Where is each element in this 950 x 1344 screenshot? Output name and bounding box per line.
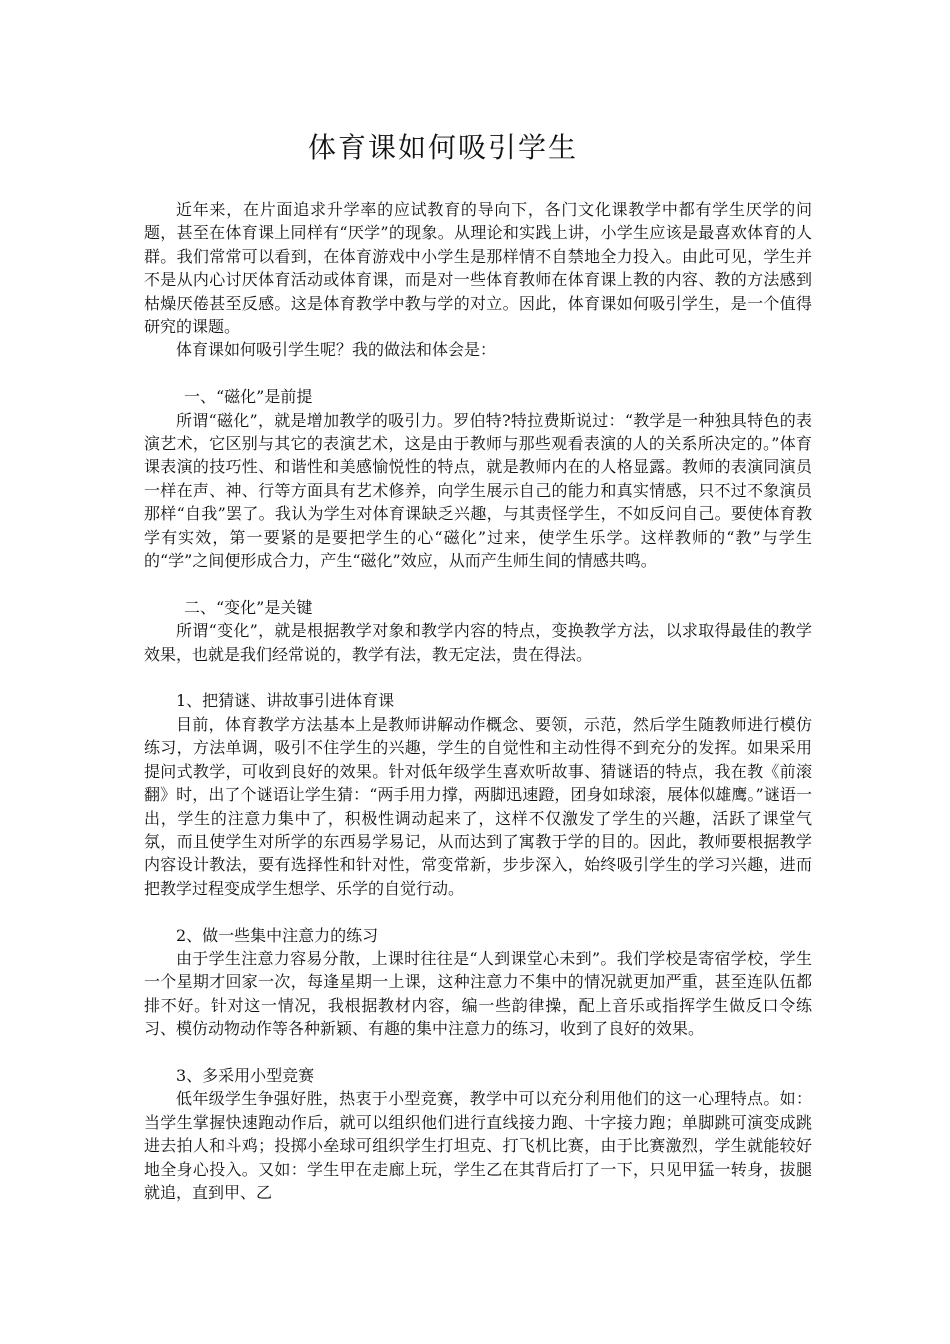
subsection-1-paragraph: 目前，体育教学方法基本上是教师讲解动作概念、要领，示范，然后学生随教师进行模仿练习，方法单调，吸引不住学生的兴趣，学生的自觉性和主动性得不到充分的发挥。如果采用提问式教学，可收到良好的效果。针对低年级学生喜欢听故事、猜谜语的特点，我在教《前滚翻》时，出了个谜语让学生猜：“两手用力撑，两脚迅速蹬，团身如球滚，展体似雄鹰。”谜语一出，学生的注意力集中了，积极性调动起来了，这样不仅激发了学生的兴趣，活跃了课堂气氛，而且使学生对所学的东西易学易记，从而达到了寓教于学的目的。因此，教师要根据教学内容设计教法，要有选择性和针对性，常变常新，步步深入，始终吸引学生的学习兴趣，进而把教学过程变成学生想学、乐学的自觉行动。 bbox=[144, 714, 812, 898]
document-title: 体育课如何吸引学生 bbox=[307, 131, 578, 164]
intro-paragraph: 近年来，在片面追求升学率的应试教育的导向下，各门文化课教学中都有学生厌学的问题，甚至在体育课上同样有“厌学”的现象。从理论和实践上讲，小学生应该是最喜欢体育的人群。我们常常可以看到，在体育游戏中小学生是那样情不自禁地全力投入。由此可见，学生并不是从内心讨厌体育活动或体育课，而是对一些体育教师在体育课上教的内容、教的方法感到枯燥厌倦甚至反感。这是体育教学中教与学的对立。因此，体育课如何吸引学生，是一个值得研究的课题。 bbox=[144, 200, 812, 337]
section-2-paragraph: 所谓“变化”，就是根据教学对象和教学内容的特点，变换教学方法，以求取得最佳的教学效果，也就是我们经常说的，教学有法，教无定法，贵在得法。 bbox=[144, 621, 812, 664]
section-heading-1: 一、“磁化”是前提 bbox=[184, 387, 313, 407]
subsection-2-paragraph: 由于学生注意力容易分散，上课时往往是“人到课堂心未到”。我们学校是寄宿学校，学生一个星期才回家一次，每逢星期一上课，这种注意力不集中的情况就更加严重，甚至连队伍都排不好。针对这一情况，我根据教材内容，编一些韵律操，配上音乐或指挥学生做反口令练习、模仿动物动作等各种新颖、有趣的集中注意力的练习，收到了良好的效果。 bbox=[144, 948, 812, 1039]
document-body bbox=[144, 198, 812, 1204]
section-1-paragraph: 所谓“磁化”，就是增加教学的吸引力。罗伯特?特拉费斯说过：“教学是一种独具特色的表演艺术，它区别与其它的表演艺术，这是由于教师与那些观看表演的人的关系所决定的。”体育课表演的技巧性、和谐性和美感愉悦性的特点，就是教师内在的人格显露。教师的表演同演员一样在声、神、行等方面具有艺术修养，向学生展示自己的能力和真实情感，只不过不象演员那样“自我”罢了。我认为学生对体育课缺乏兴趣，与其责怪学生，不如反问自己。要使体育教学有实效，第一要紧的是要把学生的心“磁化”过来，使学生乐学。这样教师的“教”与学生的“学”之间便形成合力，产生“磁化”效应，从而产生师生间的情感共鸣。 bbox=[144, 410, 812, 571]
subsection-heading-1: 1、把猜谜、讲故事引进体育课 bbox=[176, 691, 395, 711]
subsection-heading-3: 3、多采用小型竞赛 bbox=[176, 1065, 315, 1085]
question-paragraph: 体育课如何吸引学生呢？我的做法和体会是： bbox=[176, 340, 497, 360]
subsection-heading-2: 2、做一些集中注意力的练习 bbox=[176, 925, 379, 945]
section-heading-2: 二、“变化”是关键 bbox=[184, 597, 313, 617]
subsection-3-paragraph: 低年级学生争强好胜，热衷于小型竞赛，教学中可以充分利用他们的这一心理特点。如：当学生掌握快速跑动作后，就可以组织他们进行直线接力跑、十字接力跑；单脚跳可演变成跳进去拍人和斗鸡；投掷小垒球可组织学生打坦克、打飞机比赛，由于比赛激烈，学生就能较好地全身心投入。又如：学生甲在走廊上玩，学生乙在其背后打了一下，只见甲猛一转身，拔腿就追，直到甲、乙 bbox=[144, 1089, 812, 1202]
